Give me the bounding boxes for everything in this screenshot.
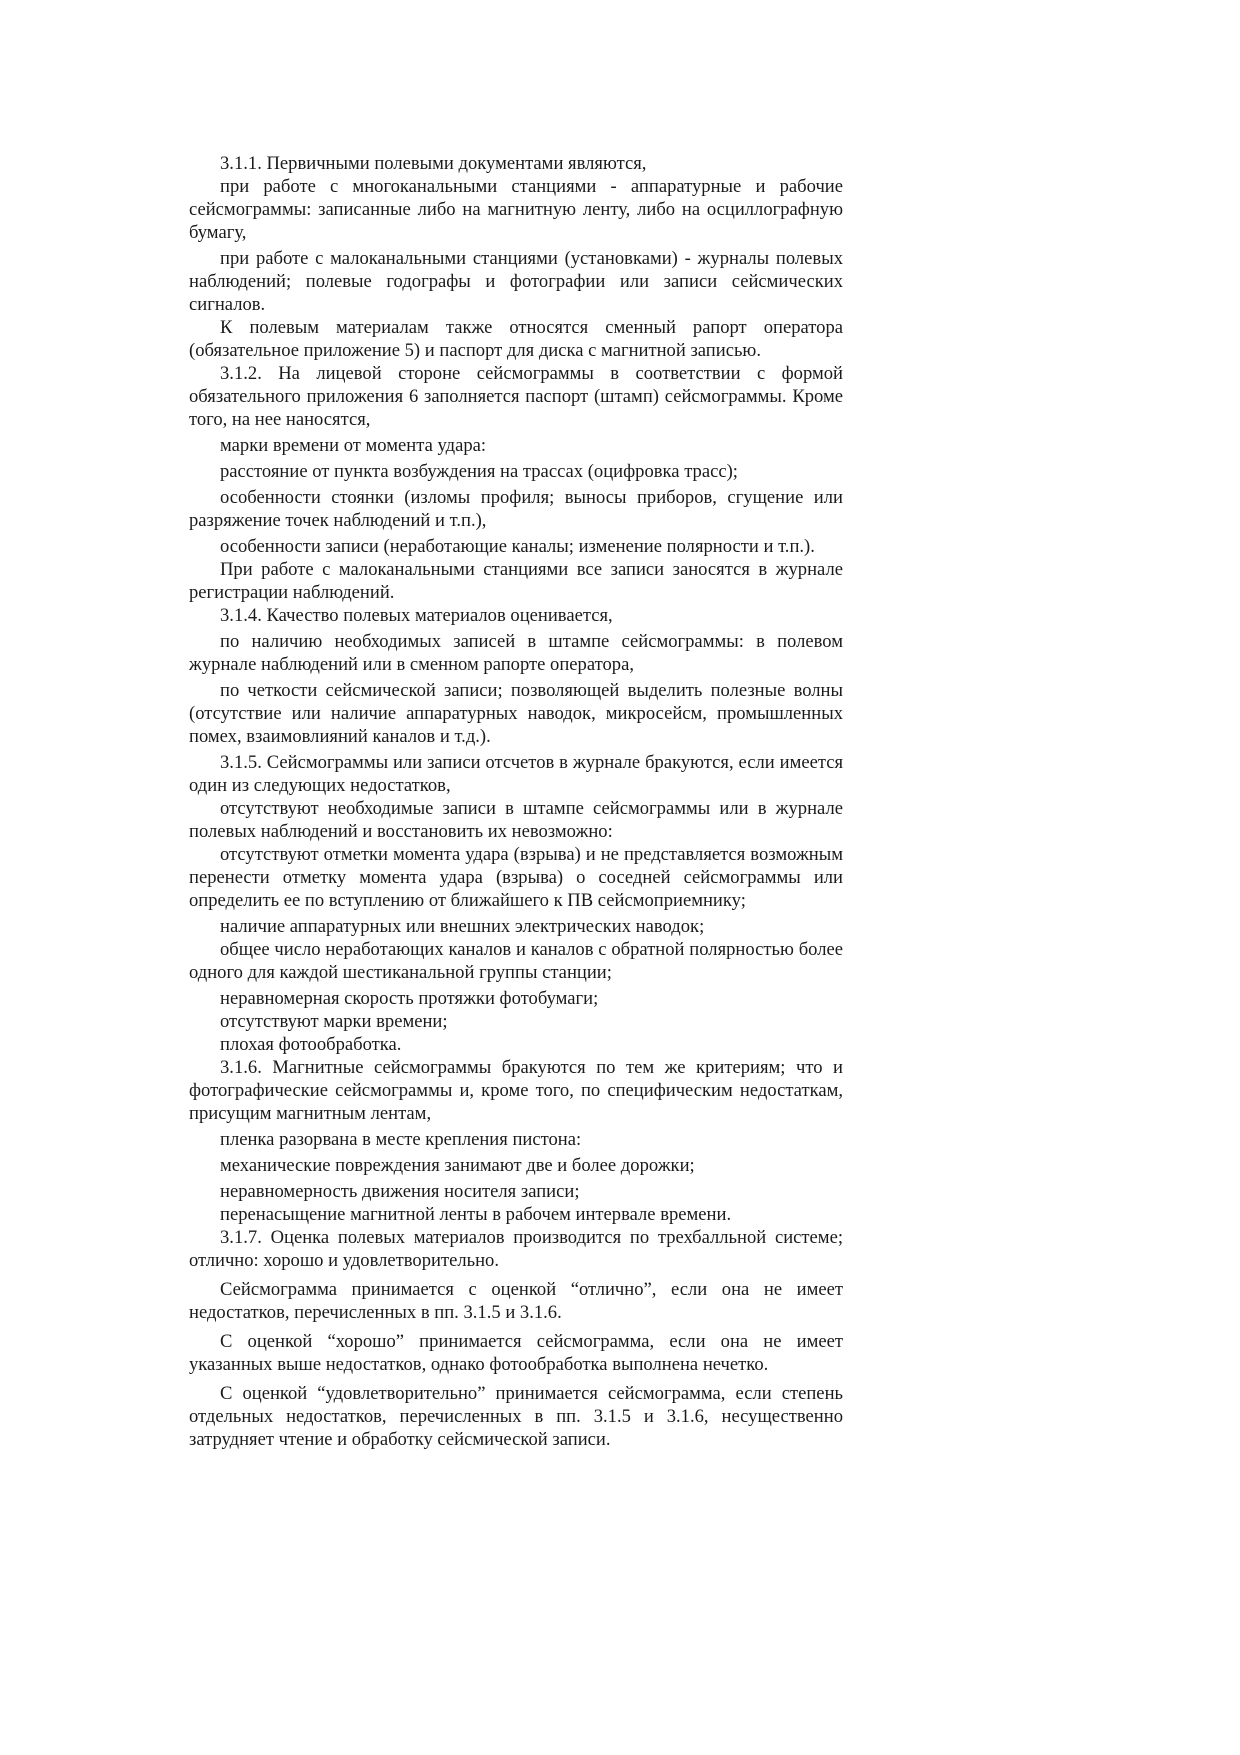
paragraph-multichannel: при работе с многоканальными станциями - аппаратурные и рабочие сейсмограммы: записанные либо на магнитную ленту, либо на осциллографную бумагу, <box>189 176 843 243</box>
paragraph-satisfactory: С оценкой “удовлетворительно” принимается сейсмограмма, если степень отдельных недостатков, перечисленных в пп. 3.1.5 и 3.1.6, несущественно затрудняет чтение и обработку сейсмической записи. <box>189 1383 843 1450</box>
paragraph-excellent: Сейсмограмма принимается с оценкой “отлично”, если она не имеет недостатков, перечисленных в пп. 3.1.5 и 3.1.6. <box>189 1279 843 1323</box>
paragraph-dead-channels: общее число неработающих каналов и каналов с обратной полярностью более одного для каждой шестиканальной группы станции; <box>189 939 843 983</box>
paragraph-saturation: перенасыщение магнитной ленты в рабочем интервале времени. <box>220 1204 732 1225</box>
paragraph-bad-processing: плохая фотообработка. <box>220 1034 402 1055</box>
paragraph-missing-marks: отсутствуют отметки момента удара (взрыва) и не представляется возможным перенести отметку момента удара (взрыва) о соседней сейсмограммы или определить ее по вступлению от ближайшего к ПВ сейсмоприемнику; <box>189 844 843 911</box>
paragraph-station-features: особенности стоянки (изломы профиля; выносы приборов, сгущение или разряжение точек наблюдений и т.п.), <box>189 487 843 531</box>
paragraph-mechanical-damage: механические повреждения занимают две и более дорожки; <box>220 1155 695 1176</box>
paragraph-good: С оценкой “хорошо” принимается сейсмограмма, если она не имеет указанных выше недостатков, однако фотообработка выполнена нечетко. <box>189 1331 843 1375</box>
paragraph-missing-records: отсутствуют необходимые записи в штампе сейсмограммы или в журнале полевых наблюдений и восстановить их невозможно: <box>189 798 843 842</box>
paragraph-interference: наличие аппаратурных или внешних электрических наводок; <box>220 916 705 937</box>
paragraph-field-materials: К полевым материалам также относятся сменный рапорт оператора (обязательное приложение 5) и паспорт для диска с магнитной записью. <box>189 317 843 361</box>
paragraph-3-1-5: 3.1.5. Сейсмограммы или записи отсчетов в журнале бракуются, если имеется один из следующих недостатков, <box>189 752 843 796</box>
paragraph-distance: расстояние от пункта возбуждения на трассах (оцифровка трасс); <box>220 461 738 482</box>
paragraph-lowchannel: при работе с малоканальными станциями (установками) - журналы полевых наблюдений; полевые годографы и фотографии или записи сейсмических сигналов. <box>189 248 843 315</box>
document-page <box>189 152 843 1454</box>
paragraph-stamp-records: по наличию необходимых записей в штампе сейсмограммы: в полевом журнале наблюдений или в сменном рапорте оператора, <box>189 631 843 675</box>
paragraph-3-1-6: 3.1.6. Магнитные сейсмограммы бракуются по тем же критериям; что и фотографические сейсмограммы и, кроме того, по специфическим недостаткам, присущим магнитным лентам, <box>189 1057 843 1124</box>
paragraph-torn-film: пленка разорвана в месте крепления пистона: <box>220 1129 582 1150</box>
paragraph-clarity: по четкости сейсмической записи; позволяющей выделить полезные волны (отсутствие или наличие аппаратурных наводок, микросейсм, промышленных помех, взаимовлияний каналов и т.д.). <box>189 680 843 747</box>
paragraph-3-1-4: 3.1.4. Качество полевых материалов оценивается, <box>220 605 613 626</box>
paragraph-lowchannel-records: При работе с малоканальными станциями все записи заносятся в журнале регистрации наблюдений. <box>189 559 843 603</box>
paragraph-time-marks: марки времени от момента удара: <box>220 435 487 456</box>
paragraph-no-time-marks: отсутствуют марки времени; <box>220 1011 448 1032</box>
paragraph-3-1-1: 3.1.1. Первичными полевыми документами являются, <box>220 153 647 174</box>
paragraph-uneven-motion: неравномерность движения носителя записи; <box>220 1181 580 1202</box>
paragraph-record-features: особенности записи (неработающие каналы; изменение полярности и т.п.). <box>220 536 815 557</box>
paragraph-uneven-speed: неравномерная скорость протяжки фотобумаги; <box>220 988 599 1009</box>
paragraph-3-1-7: 3.1.7. Оценка полевых материалов производится по трехбалльной системе; отлично: хорошо и удовлетворительно. <box>189 1227 843 1271</box>
paragraph-3-1-2: 3.1.2. На лицевой стороне сейсмограммы в соответствии с формой обязательного приложения 6 заполняется паспорт (штамп) сейсмограммы. Кроме того, на нее наносятся, <box>189 363 843 430</box>
